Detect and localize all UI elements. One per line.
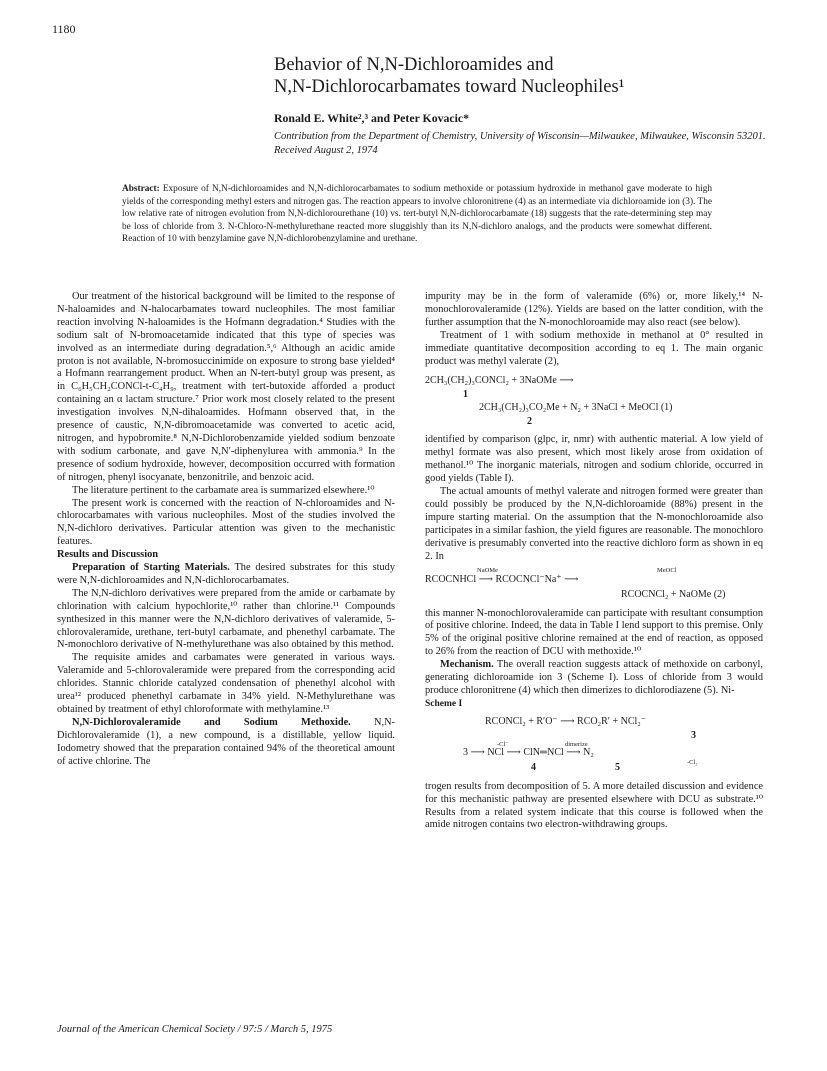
compound-number: 5 xyxy=(615,761,620,773)
run-in-heading: N,N-Dichlorovaleramide and Sodium Methoxide. xyxy=(72,716,351,728)
paragraph: Treatment of 1 with sodium methoxide in methanol at 0° resulted in immediate quantitative decomposition according to eq 1. The main organic product was methyl valerate (2), xyxy=(425,329,763,367)
left-column xyxy=(57,291,395,769)
compound-number: 1 xyxy=(463,389,468,401)
article-title xyxy=(274,54,774,98)
paragraph xyxy=(57,717,395,769)
paragraph: Our treatment of the historical background will be limited to the response of N-haloamides and N-halocarbamates toward nucleophiles. The most familiar reaction involving N-haloamides is the Hofmann degradation.⁴ Studies with the sodium salt of N-bromoacetamide indicated that this type of species was involved as an intermediate during degradation.⁵,⁶ Although an acidic amide proton is not available, N-bromosuccinimide on exposure to strong base yielded⁴ a Hofmann rearrangement product. When an N-tert-butyl group was present, as in C₆H₅CH₂CONCl-t-C₄H₉, treatment with tert-butoxide afforded a product containing an α lactam structure.⁷ Prior work most closely related to the present investigation involves N,N-dihaloamides. Hofmann observed that, in the presence of caustic, N,N-dibromoacetamide was converted to acetic acid, nitrogen, and hypobromite.⁸ N,N-Dichlorobenzamide yielded sodium benzoate with sodium carbonate, and gave N,N′-diphenylurea with ammonia.⁹ In the presence of sodium hydroxide, however, decomposition occurred with formation of nitrogen, phenyl isocyanate, benzonitrile, and benzoic acid. xyxy=(57,291,395,483)
paragraph: trogen results from decomposition of 5. A more detailed discussion and evidence for this mechanistic pathway are presented elsewhere with DCU as substrate.¹⁰ Results from a related system indicate that this course is followed when the amide nitrogen contains two electron-withdrawing groups. xyxy=(425,780,763,831)
right-column xyxy=(425,291,763,832)
abstract-text: Exposure of N,N-dichloroamides and N,N-dichlorocarbamates to sodium methoxide or potassium hydroxide in methanol gave moderate to high yields of the corresponding methyl esters and nitrogen gas. The reaction appears to involve chloronitrene (4) as an intermediate via dichloroamide ion (3). The low relative rate of nitrogen evolution from N,N-dichlorourethane (10) vs. tert-butyl N,N-dichlorocarbamate (18) suggests that the rate-determining step may be loss of chloride from 3. N-Chloro-N-methylurethane reacted more sluggishly than its N,N-dichloro analogs, and the products were somewhat different. Reaction of 10 with benzylamine gave N,N-dichlorobenzylamine and urethane. xyxy=(122,184,712,245)
paragraph: impurity may be in the form of valeramide (6%) or, more likely,¹⁴ N-monochlorovaleramide (12%). Yields are based on the latter condition, with the further assumption that the N-monochloroamide may also react (see below). xyxy=(425,291,763,328)
compound-number: 3 xyxy=(691,729,696,741)
authors: Ronald E. White²,³ and Peter Kovacic* xyxy=(274,111,470,125)
paragraph: The present work is concerned with the reaction of N-chloroamides and N-chlorocarbamates with various nucleophiles. Most of the studies involved the N,N-dichloro derivatives. Particular attention was given to the mechanistic features. xyxy=(57,497,395,548)
abstract xyxy=(122,183,712,246)
abstract-label: Abstract: xyxy=(122,184,160,194)
journal-footer: Journal of the American Chemical Society / 97:5 / March 5, 1975 xyxy=(57,1024,333,1035)
paragraph: The actual amounts of methyl valerate and nitrogen formed were greater than could possibly be produced by the N,N-dichloroamide (88%) present in the impure starting material. On the assumption that the N-monochloroamide also participates in a similar fashion, the yield figures are reasonable. The monochloro derivative is presumably converted into the reactive dichloro form as shown in eq 2. In xyxy=(425,486,763,562)
section-heading: Results and Discussion xyxy=(57,549,159,561)
page-number: 1180 xyxy=(52,22,76,36)
arrow-label: -Cl⁻ xyxy=(497,740,509,748)
arrow-label: dimerize xyxy=(565,740,588,748)
paragraph: identified by comparison (glpc, ir, nmr) with authentic material. A low yield of methyl formate was also present, which most likely arose from oxidation of methanol.¹⁰ The inorganic materials, nitrogen and sodium chloride, occurred in good yields (Table I). xyxy=(425,434,763,485)
run-in-heading: Mechanism. xyxy=(440,659,494,671)
scheme-1 xyxy=(425,713,763,775)
compound-number: 2 xyxy=(527,416,532,428)
paragraph xyxy=(425,659,763,698)
scheme-line-2: 3 ⟶ NCl ⟶ ClN═NCl ⟶ N₂ xyxy=(463,746,594,758)
equation-1 xyxy=(425,374,763,430)
arrow-label: -Cl₂ xyxy=(687,758,698,766)
paragraph: The literature pertinent to the carbamate area is summarized elsewhere.¹⁰ xyxy=(72,484,375,496)
title-line-2: N,N-Dichlorocarbamates toward Nucleophiles¹ xyxy=(274,77,625,97)
equation-1-line-2: 2CH₃(CH₂)₃CO₂Me + N₂ + 3NaCl + MeOCl (1) xyxy=(479,402,673,414)
paragraph: The requisite amides and carbamates were generated in various ways. Valeramide and 5-chlorovaleramide were prepared from the corresponding acid chlorides. Stannic chloride catalyzed condensation of phenethyl alcohol with urea¹² produced phenethyl carbamate in 34% yield. N-Methylurethane was obtained by treatment of ethyl chloroformate with methylamine.¹³ xyxy=(57,652,395,715)
paragraph: The N,N-dichloro derivatives were prepared from the amide or carbamate by chlorination with calcium hypochlorite,¹⁰ rather than chlorine.¹¹ Compounds synthesized in this manner were the N,N-dichloro derivatives of valeramide, 5-chlorovaleramide, urethane, tert-butyl carbamate, and phenethyl carbamate. The N-monochloro derivative of N-methylurethane was also obtained by this method. xyxy=(57,587,395,651)
arrow-label: MeOCl xyxy=(657,566,677,574)
paragraph-text: The desired substrates for this study were N,N-dichloroamides and N,N-dichlorocarbamates. xyxy=(57,562,395,586)
arrow-label: NaOMe xyxy=(477,566,498,574)
compound-number: 4 xyxy=(531,761,536,773)
paragraph-text: N,N-Dichlorovaleramide (1), a new compound, is a distillable, yellow liquid. Iodometry showed that the preparation contained 94% of the theoretical amount of active chlorine. The xyxy=(57,716,395,767)
affiliation: Contribution from the Department of Chemistry, University of Wisconsin—Milwaukee, Milwaukee, Wisconsin 53201. Received August 2, 1974 xyxy=(274,131,766,156)
equation-2-line-1: RCOCNHCl ⟶ RCOCNCl⁻Na⁺ ⟶ xyxy=(425,573,579,585)
title-line-1: Behavior of N,N-Dichloroamides and xyxy=(274,55,554,75)
paragraph: this manner N-monochlorovaleramide can participate with resultant consumption of positive chlorine. Indeed, the data in Table I lend support to this premise. Only 5% of the original positive chlorine remained at the end of reaction, as opposed to 26% from the reaction of DCU with methoxide.¹⁰ xyxy=(425,607,763,658)
paragraph-text: The overall reaction suggests attack of methoxide on carbonyl, generating dichloroamide ion 3 (Scheme I). Loss of chloride from 3 would produce chloronitrene (4) which then dimerizes to dichlorodiazene (5). Ni- xyxy=(425,659,763,696)
scheme-label: Scheme I xyxy=(425,698,463,709)
run-in-heading: Preparation of Starting Materials. xyxy=(72,562,230,574)
equation-1-line-1: 2CH₃(CH₂)₃CONCl₂ + 3NaOMe ⟶ xyxy=(425,375,574,387)
scheme-line-1: RCONCl₂ + R′O⁻ ⟶ RCO₂R′ + NCl₂⁻ xyxy=(485,715,647,727)
equation-2 xyxy=(425,568,763,604)
equation-2-line-2: RCOCNCl₂ + NaOMe (2) xyxy=(621,588,726,600)
paragraph xyxy=(57,562,395,588)
